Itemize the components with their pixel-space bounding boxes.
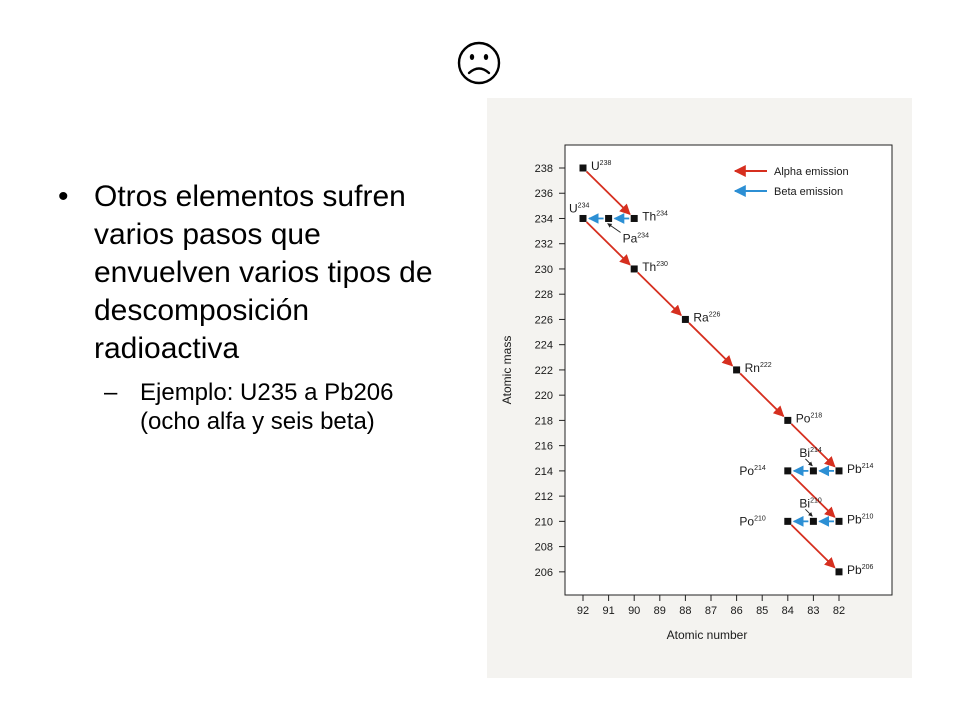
sub-bullet-marker: – — [104, 379, 118, 406]
nuclide-node — [682, 316, 689, 323]
nuclide-element: Pb — [847, 562, 862, 577]
frowning-face-icon — [456, 40, 502, 86]
y-tick-label: 206 — [534, 566, 553, 579]
nuclide-element: Po — [739, 463, 755, 478]
nuclide-mass: 214 — [861, 462, 874, 470]
nuclide-node — [784, 467, 791, 474]
nuclide-mass: 214 — [754, 464, 766, 472]
nuclide-element: Po — [739, 514, 755, 529]
x-tick-label: 92 — [576, 605, 590, 617]
nuclide-node — [836, 568, 843, 575]
nuclide-mass: 218 — [810, 412, 823, 420]
nuclide-element: Rn — [744, 360, 760, 375]
nuclide-mass: 234 — [637, 232, 649, 240]
nuclide-element: Pa — [622, 231, 638, 246]
x-tick-label: 83 — [807, 605, 820, 617]
nuclide-mass: 230 — [656, 260, 668, 268]
legend-beta-label: Beta emission — [774, 186, 844, 198]
nuclide-node — [784, 417, 791, 424]
nuclide-mass: 210 — [754, 515, 766, 523]
bullet-marker: • — [58, 180, 69, 213]
y-tick-label: 226 — [534, 314, 553, 327]
nuclide-mass: 238 — [599, 160, 612, 167]
nuclide-element: Pb — [847, 512, 862, 527]
nuclide-element: Th — [642, 209, 657, 224]
nuclide-node — [580, 215, 587, 222]
x-tick-label: 88 — [679, 605, 692, 617]
decay-chain-diagram — [487, 98, 912, 678]
nuclide-node — [605, 215, 612, 222]
y-tick-label: 222 — [534, 364, 553, 377]
nuclide-element: U — [569, 201, 578, 216]
x-tick-label: 89 — [653, 605, 666, 617]
y-tick-label: 228 — [534, 289, 553, 302]
y-tick-label: 214 — [534, 465, 553, 478]
sub-bullet-item — [58, 378, 453, 436]
y-axis-title: Atomic mass — [500, 335, 514, 405]
y-tick-label: 208 — [534, 541, 553, 554]
y-tick-label: 238 — [534, 163, 553, 175]
y-tick-label: 210 — [534, 516, 553, 529]
x-tick-label: 82 — [832, 605, 846, 617]
y-tick-label: 218 — [534, 415, 553, 428]
nuclide-mass: 206 — [861, 563, 874, 571]
nuclide-element: U — [591, 159, 600, 173]
nuclide-node — [836, 467, 843, 474]
bullet-item — [58, 178, 453, 368]
nuclide-node — [631, 215, 638, 222]
nuclide-mass: 210 — [810, 497, 822, 505]
x-tick-label: 86 — [730, 605, 743, 617]
nuclide-element: Po — [795, 411, 811, 426]
nuclide-mass: 214 — [810, 446, 822, 454]
y-tick-label: 234 — [534, 213, 553, 226]
y-tick-label: 216 — [534, 440, 553, 453]
nuclide-mass: 234 — [577, 202, 590, 210]
y-tick-label: 220 — [534, 390, 553, 403]
nuclide-element: Th — [642, 259, 657, 274]
y-tick-label: 230 — [534, 263, 553, 276]
y-tick-label: 236 — [534, 188, 553, 201]
y-tick-label: 232 — [534, 238, 553, 251]
bullet-text: Otros elementos sufren varios pasos que envuelven varios tipos de descomposición radioactiva — [94, 180, 433, 365]
decay-chain-figure — [487, 98, 912, 678]
nuclide-node — [784, 518, 791, 525]
nuclide-element: Bi — [799, 496, 811, 511]
nuclide-mass: 234 — [656, 210, 668, 218]
legend-alpha-label: Alpha emission — [774, 166, 849, 178]
x-tick-label: 87 — [704, 605, 718, 617]
nuclide-node — [836, 518, 843, 525]
nuclide-mass: 222 — [759, 361, 772, 369]
nuclide-node — [631, 265, 638, 272]
bullet-list — [58, 178, 453, 436]
x-axis-title: Atomic number — [666, 628, 748, 642]
x-tick-label: 91 — [602, 605, 615, 617]
plot-frame — [565, 145, 892, 595]
nuclide-node — [810, 518, 817, 525]
nuclide-node — [580, 165, 587, 172]
nuclide-node — [810, 467, 817, 474]
sub-bullet-text: Ejemplo: U235 a Pb206 (ocho alfa y seis beta) — [140, 379, 394, 435]
y-tick-label: 224 — [534, 339, 553, 352]
nuclide-node — [733, 366, 740, 373]
x-tick-label: 84 — [781, 605, 794, 617]
nuclide-mass: 226 — [708, 311, 721, 319]
x-tick-label: 85 — [756, 605, 769, 617]
nuclide-element: Pb — [847, 461, 862, 476]
nuclide-element: Ra — [693, 310, 709, 325]
nuclide-element: Bi — [799, 445, 811, 460]
x-tick-label: 90 — [628, 605, 641, 617]
nuclide-mass: 210 — [861, 513, 874, 521]
y-tick-label: 212 — [534, 491, 553, 504]
